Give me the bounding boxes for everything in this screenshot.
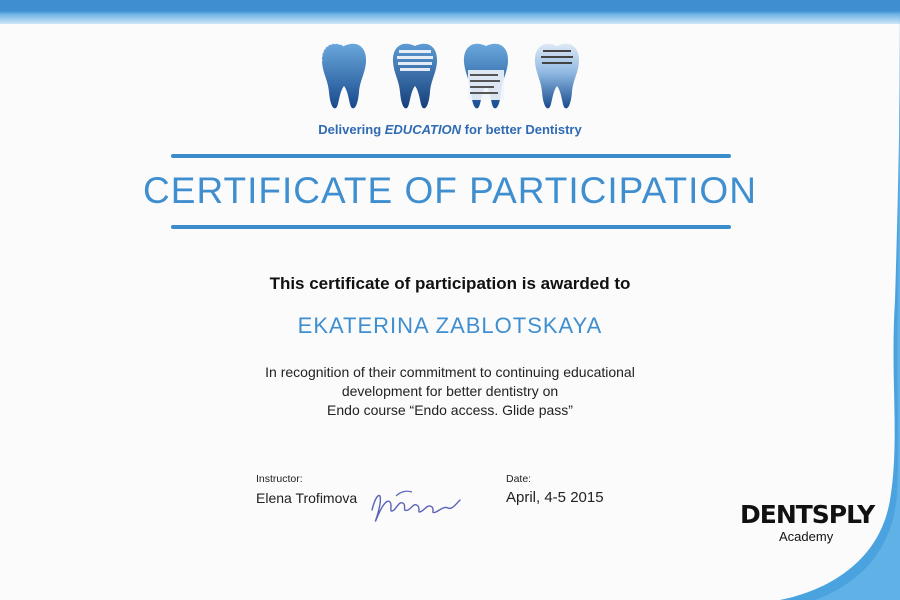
awarded-to-line: This certificate of participation is awarded to (269, 274, 631, 293)
tagline (0, 122, 900, 137)
recognition-line: development for better dentistry on (341, 383, 559, 399)
signature-icon (366, 480, 466, 528)
recipient-name: EKATERINA ZABLOTSKAYA (297, 313, 603, 338)
tooth-icon (318, 40, 370, 112)
tooth-words-icon (460, 40, 512, 112)
brand-subtitle: Academy (779, 529, 834, 544)
certificate-title: CERTIFICATE OF PARTICIPATION (143, 170, 757, 211)
tooth-words-icon (389, 40, 441, 112)
instructor-label: Instructor: (256, 473, 303, 485)
date-label: Date: (506, 473, 532, 485)
title-rule-top (171, 154, 731, 158)
date-value: April, 4-5 2015 (506, 489, 604, 506)
tooth-logo-row (318, 40, 583, 115)
instructor-name: Elena Trofimova (256, 490, 358, 506)
recognition-line: In recognition of their commitment to continuing educational (265, 364, 635, 380)
tagline-prefix: Delivering (318, 122, 385, 137)
recognition-text (0, 363, 900, 420)
title-rule-bottom (171, 225, 731, 229)
recognition-line: Endo course “Endo access. Glide pass” (327, 402, 573, 418)
brand-logo: DENTSPLY (740, 500, 875, 529)
tooth-icon (531, 40, 583, 112)
tagline-suffix: for better Dentistry (461, 122, 582, 137)
tagline-emphasis: EDUCATION (384, 122, 462, 137)
